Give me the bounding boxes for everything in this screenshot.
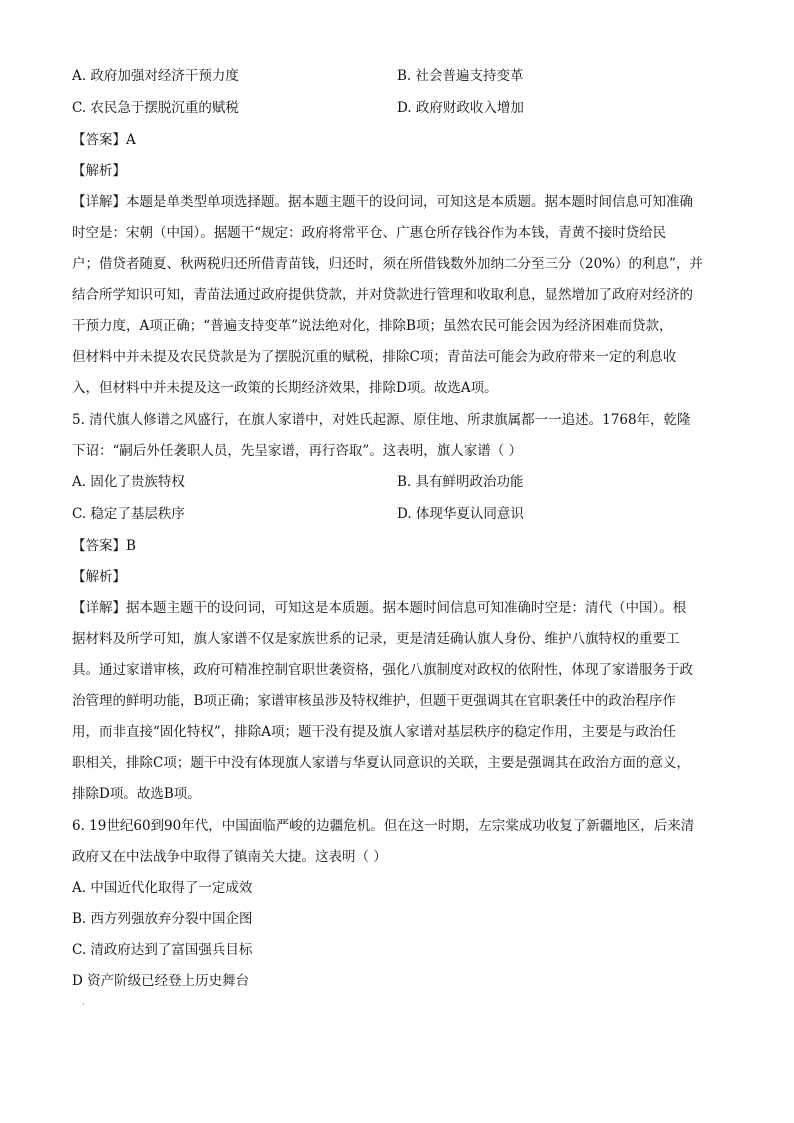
q5-stem-line: 5. 清代旗人修谱之风盛行，在旗人家谱中，对姓氏起源、原住地、所隶旗属都一一追述。1768年，乾隆 <box>72 412 691 428</box>
q5-detail-line: 用，而非直接“固化特权”，排除A项；题干没有提及旗人家谱对基层秩序的稳定作用，主要是与政治任 <box>72 724 677 740</box>
q4-option-b: B. 社会普遍支持变革 <box>397 68 524 84</box>
q4-detail-line: 入，但材料中并未提及这一政策的长期经济效果，排除D项。故选A项。 <box>72 380 498 396</box>
q4-detail-line: 干预力度，A项正确；“普遍支持变革”说法绝对化，排除B项；虽然农民可能会因为经济困难而贷款， <box>72 318 673 334</box>
q5-stem-line: 下诏：“嗣后外任袭职人员，先呈家谱，再行咨取”。这表明，旗人家谱（ ） <box>72 443 523 459</box>
q4-detail-line: 结合所学知识可知，青苗法通过政府提供贷款，并对贷款进行管理和收取利息，显然增加了政府对经济的 <box>72 287 693 303</box>
q4-option-a: A. 政府加强对经济干预力度 <box>72 68 239 84</box>
q4-option-c: C. 农民急于摆脱沉重的赋税 <box>72 100 239 116</box>
q4-detail-line: 但材料中并未提及农民贷款是为了摆脱沉重的赋税，排除C项；青苗法可能会为政府带来一定的利息收 <box>72 349 677 365</box>
q6-option-b: B. 西方列强放弃分裂中国企图 <box>72 911 253 927</box>
q6-stem-line: 政府又在中法战争中取得了镇南关大捷。这表明（ ） <box>72 849 387 865</box>
q5-option-d: D. 体现华夏认同意识 <box>397 506 524 522</box>
q4-option-d: D. 政府财政收入增加 <box>397 100 524 116</box>
q5-answer: 【答案】B <box>72 538 136 554</box>
q5-detail-line: 治管理的鲜明功能，B项正确；家谱审核虽涉及特权维护，但题干更强调其在官职袭任中的政治程序作 <box>72 693 676 709</box>
q5-option-b: B. 具有鲜明政治功能 <box>397 474 524 490</box>
q4-detail-line: 户；借贷者随夏、秋两税归还所借青苗钱，归还时，须在所借钱数外加纳二分至三分（20%）的利息”，并 <box>72 256 703 272</box>
q4-detail-line: 时空是：宋朝（中国）。据题干“规定：政府将常平仓、广惠仓所存钱谷作为本钱，青黄不接时贷给民 <box>72 225 667 241</box>
q5-detail-line: 据材料及所学可知，旗人家谱不仅是家族世系的记录，更是清廷确认旗人身份、维护八旗特权的重要工 <box>72 631 680 647</box>
q6-option-a: A. 中国近代化取得了一定成效 <box>72 880 253 896</box>
q5-detail-line: 具。通过家谱审核，政府可精准控制官职世袭资格，强化八旗制度对政权的依附性，体现了家谱服务于政 <box>72 662 693 678</box>
q5-option-a: A. 固化了贵族特权 <box>72 474 185 490</box>
q6-option-d: D 资产阶级已经登上历史舞台 <box>72 973 250 989</box>
q4-answer: 【答案】A <box>72 132 136 148</box>
q5-detail-line: 【详解】据本题主题干的设问词，可知这是本质题。据本题时间信息可知准确时空是：清代（中国）。根 <box>72 600 687 616</box>
q6-stem-line: 6. 19世纪60到90年代，中国面临严峻的边疆危机。但在这一时期，左宗棠成功收复了新疆地区，后来清 <box>72 818 695 834</box>
q5-detail-line: 排除D项。故选B项。 <box>72 786 201 802</box>
q6-option-c: C. 清政府达到了富国强兵目标 <box>72 942 253 958</box>
q4-analysis-label: 【解析】 <box>72 163 126 179</box>
q4-detail-line: 【详解】本题是单类型单项选择题。据本题主题干的设问词，可知这是本质题。据本题时间信息可知准确 <box>72 194 693 210</box>
q5-analysis-label: 【解析】 <box>72 569 126 585</box>
q5-detail-line: 职相关，排除C项；题干中没有体现旗人家谱与华夏认同意识的关联，主要是强调其在政治方面的意义， <box>72 755 690 771</box>
q5-option-c: C. 稳定了基层秩序 <box>72 506 185 522</box>
stray-mark: · <box>82 1000 85 1009</box>
